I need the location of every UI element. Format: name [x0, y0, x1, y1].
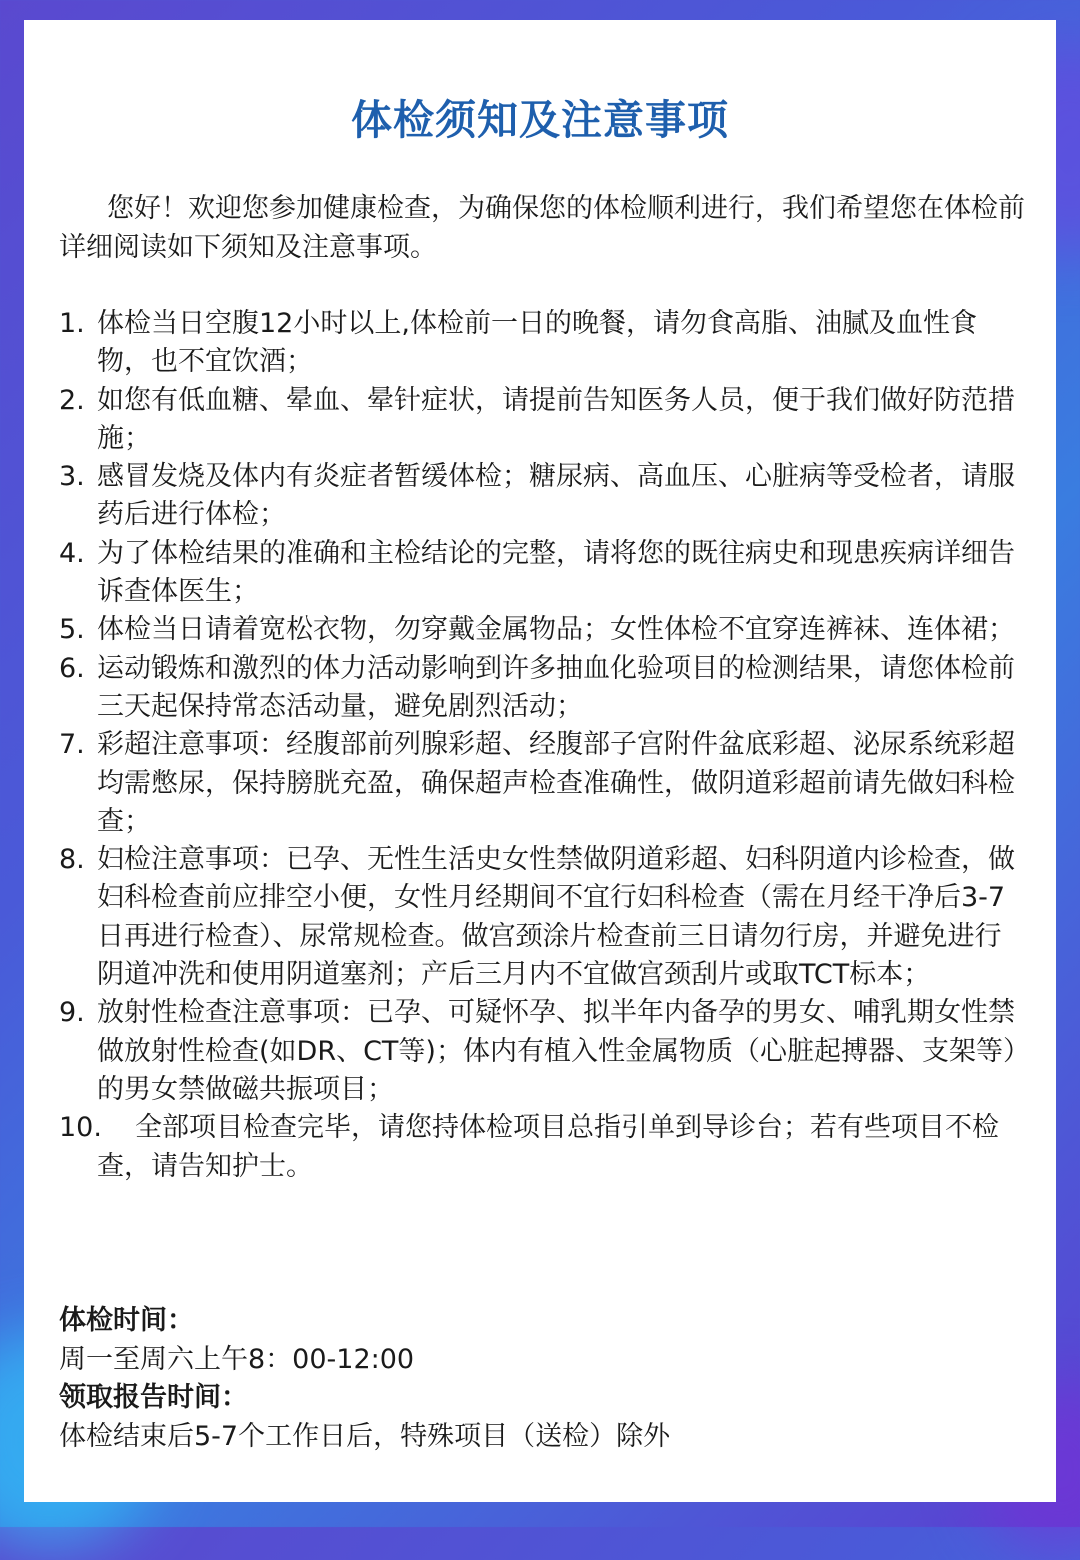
list-item — [59, 382, 1025, 459]
report-time-value: 体检结束后5-7个工作日后，特殊项目（送检）除外 — [59, 1420, 671, 1452]
item-number: 10. — [59, 1112, 102, 1144]
list-item — [59, 726, 1025, 841]
list-item — [59, 535, 1025, 612]
list-item — [59, 458, 1025, 535]
schedule-section — [59, 1302, 1025, 1456]
item-number: 9. — [59, 997, 85, 1029]
list-item — [59, 841, 1025, 994]
notice-list — [59, 305, 1025, 1186]
exam-time-label: 体检时间： — [59, 1305, 194, 1336]
list-item — [59, 611, 1025, 649]
item-text: 全部项目检查完毕，请您持体检项目总指引单到导诊台；若有些项目不检查，请告知护士。 — [97, 1112, 999, 1182]
item-number: 2. — [59, 384, 85, 416]
item-text: 运动锻炼和激烈的体力活动影响到许多抽血化验项目的检测结果，请您体检前三天起保持常态活动量，避免剧烈活动； — [97, 652, 1015, 722]
item-text: 体检当日空腹12小时以上,体检前一日的晚餐，请勿食高脂、油腻及血性食物，也不宜饮酒； — [97, 308, 977, 378]
item-number: 8. — [59, 844, 85, 876]
list-item — [59, 305, 1025, 382]
page-title: 体检须知及注意事项 — [351, 96, 729, 144]
notice-card — [24, 20, 1056, 1502]
item-text: 为了体检结果的准确和主检结论的完整，请将您的既往病史和现患疾病详细告诉查体医生； — [97, 537, 1015, 608]
item-text: 如您有低血糖、晕血、晕针症状，请提前告知医务人员，便于我们做好防范措施； — [97, 384, 1015, 454]
intro-paragraph: 您好！欢迎您参加健康检查，为确保您的体检顺利进行，我们希望您在体检前详细阅读如下须知及注意事项。 — [59, 193, 1025, 263]
item-number: 7. — [59, 729, 85, 761]
item-text: 感冒发烧及体内有炎症者暂缓体检；糖尿病、高血压、心脏病等受检者，请服药后进行体检； — [97, 461, 1015, 531]
list-item — [59, 994, 1025, 1109]
item-number: 6. — [59, 652, 85, 684]
item-text: 妇检注意事项：已孕、无性生活史女性禁做阴道彩超、妇科阴道内诊检查，做妇科检查前应排空小便，女性月经期间不宜行妇科检查（需在月经干净后3-7日再进行检查）、尿常规检查。做宫颈涂片检查前三日请勿行房，并避免进行阴道冲洗和使用阴道塞剂；产后三月内不宜做宫颈刮片或取TCT标本； — [97, 844, 1015, 991]
list-item — [59, 650, 1025, 727]
item-text: 彩超注意事项：经腹部前列腺彩超、经腹部子宫附件盆底彩超、泌尿系统彩超均需憋尿，保持膀胱充盈，确保超声检查准确性，做阴道彩超前请先做妇科检查； — [97, 729, 1015, 837]
list-item — [59, 1109, 1025, 1186]
item-number: 5. — [59, 614, 85, 646]
item-number: 4. — [59, 537, 85, 569]
report-time-label: 领取报告时间： — [59, 1382, 248, 1413]
item-text: 放射性检查注意事项：已孕、可疑怀孕、拟半年内备孕的男女、哺乳期女性禁做放射性检查(如DR、CT等)；体内有植入性金属物质（心脏起搏器、支架等）的男女禁做磁共振项目； — [97, 997, 1017, 1105]
exam-time-value: 周一至周六上午8：00-12:00 — [59, 1343, 415, 1375]
item-number: 1. — [59, 308, 85, 339]
item-text: 体检当日请着宽松衣物，勿穿戴金属物品；女性体检不宜穿连裤袜、连体裙； — [97, 614, 1015, 646]
item-number: 3. — [59, 461, 85, 493]
